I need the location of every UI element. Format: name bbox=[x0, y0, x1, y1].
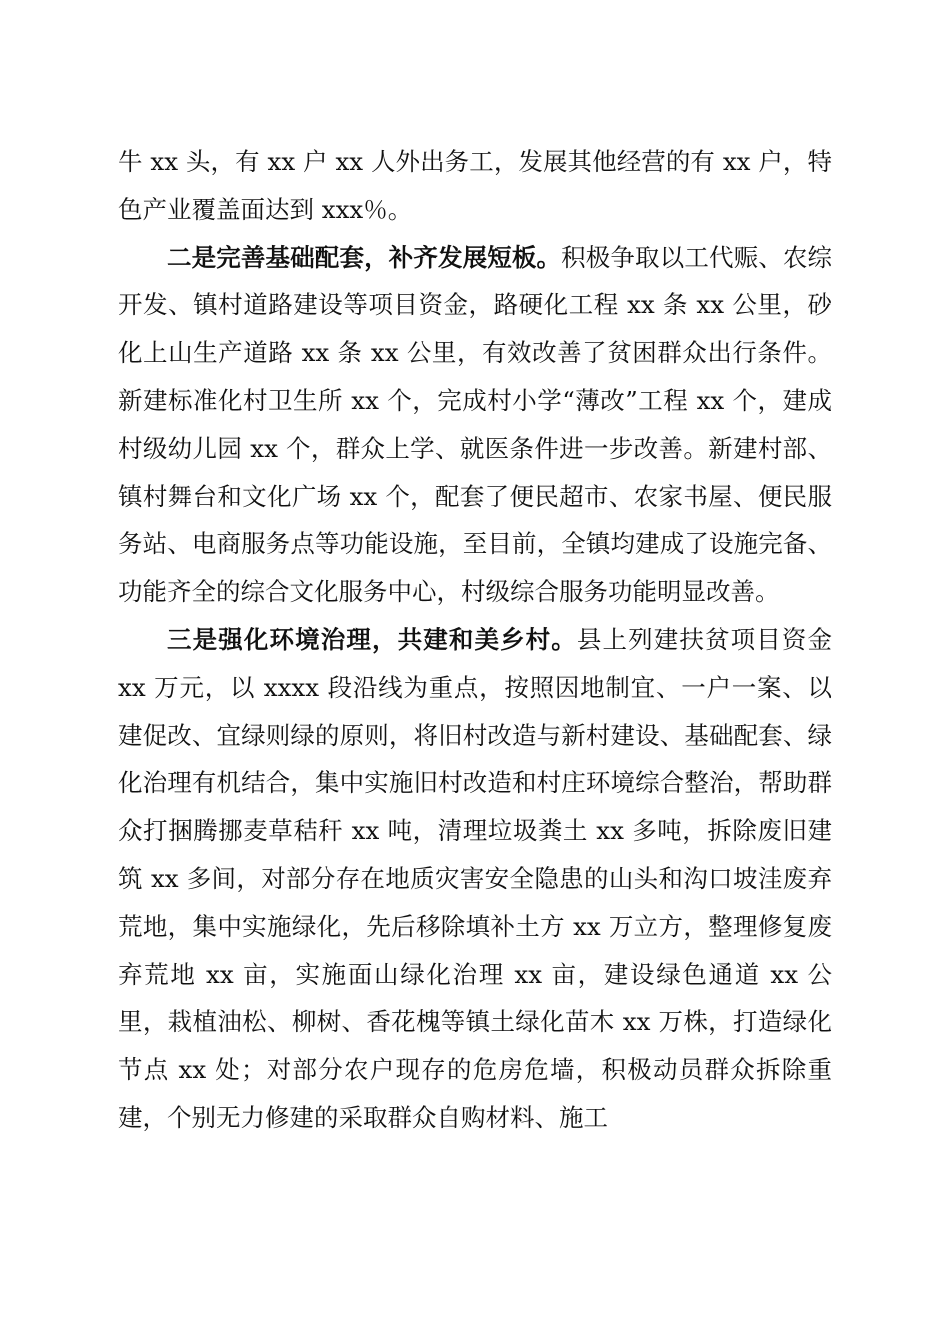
paragraph-environment bbox=[118, 616, 832, 1142]
paragraph-lead-heading: 二是完善基础配套，补齐发展短板。 bbox=[167, 242, 562, 272]
paragraph-text: 牛 xx 头，有 xx 户 xx 人外出务工，发展其他经营的有 xx 户，特色产业覆盖面达到 xxx％。 bbox=[118, 147, 832, 224]
paragraph-text: 积极争取以工代赈、农综开发、镇村道路建设等项目资金，路硬化工程 xx 条 xx 公里，砂化上山生产道路 xx 条 xx 公里，有效改善了贫困群众出行条件。新建标准化村卫生所 xx 个，完成村小学“薄改”工程 xx 个，建成村级幼儿园 xx 个，群众上学、就医条件进一步改善。新建村部、镇村舞台和文化广场 xx 个，配套了便民超市、农家书屋、便民服务站、电商服务点等功能设施，至目前，全镇均建成了设施完备、功能齐全的综合文化服务中心，村级综合服务功能明显改善。 bbox=[118, 242, 833, 607]
document-body bbox=[118, 138, 832, 1142]
paragraph-lead-heading: 三是强化环境治理，共建和美乡村。 bbox=[167, 624, 577, 654]
paragraph-infrastructure bbox=[118, 234, 832, 616]
paragraph-text: 县上列建扶贫项目资金 xx 万元，以 xxxx 段沿线为重点，按照因地制宜、一户一案、以建促改、宜绿则绿的原则，将旧村改造与新村建设、基础配套、绿化治理有机结合，集中实施旧村改造和村庄环境综合整治，帮助群众打捆腾挪麦草秸秆 xx 吨，清理垃圾粪土 xx 多吨，拆除废旧建筑 xx 多间，对部分存在地质灾害安全隐患的山头和沟口坡洼废弃荒地，集中实施绿化，先后移除填补土方 xx 万立方，整理修复废弃荒地 xx 亩，实施面山绿化治理 xx 亩，建设绿色通道 xx 公里，栽植油松、柳树、香花槐等镇土绿化苗木 xx 万株，打造绿化节点 xx 处；对部分农户现存的危房危墙，积极动员群众拆除重建，个别无力修建的采取群众自购材料、施工 bbox=[118, 624, 833, 1132]
paragraph-continuation bbox=[118, 138, 832, 234]
